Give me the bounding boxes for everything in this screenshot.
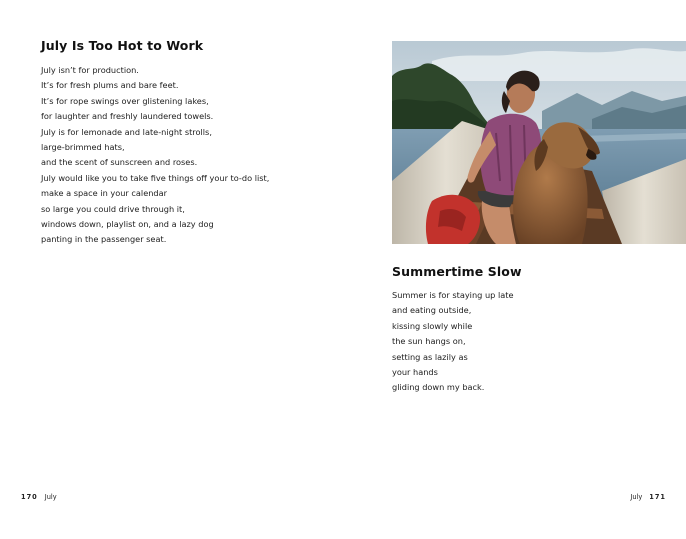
poem-line: July isn’t for production.: [41, 65, 139, 75]
poem-line: the sun hangs on,: [392, 336, 466, 347]
poem-line: kissing slowly while: [392, 320, 473, 331]
poem-line: gliding down my back.: [392, 382, 485, 393]
poem-line: windows down, playlist on, and a lazy dog: [41, 219, 214, 230]
poem-title: July Is Too Hot to Work: [41, 38, 204, 53]
poem-line: make a space in your calendar: [41, 188, 168, 199]
poem-line: and the scent of sunscreen and roses.: [41, 157, 198, 168]
poem-body: [392, 288, 513, 396]
running-section-title: July: [630, 493, 643, 501]
poem-body: [41, 63, 269, 248]
page-footer: [630, 493, 666, 501]
poem-line: so large you could drive through it,: [41, 203, 185, 214]
poem-line: July is for lemonade and late-night strolls,: [41, 126, 212, 137]
poem-line: and eating outside,: [392, 305, 472, 316]
poem-line: your hands: [392, 367, 438, 378]
poem-line: large-brimmed hats,: [41, 142, 125, 153]
page-number: 170: [21, 493, 38, 501]
right-page: [343, 0, 686, 539]
poem-line: setting as lazily as: [392, 351, 468, 362]
poem-line: panting in the passenger seat.: [41, 234, 167, 245]
poem-line: It’s for rope swings over glistening lakes,: [41, 95, 209, 106]
page-footer: [21, 493, 57, 501]
poem-line: Summer is for staying up late: [392, 290, 514, 300]
poem-title: Summertime Slow: [392, 264, 522, 279]
page-number: 171: [649, 493, 666, 501]
poem-line: It’s for fresh plums and bare feet.: [41, 80, 179, 91]
poem-line: July would like you to take five things off your to-do list,: [41, 172, 270, 183]
poem-line: for laughter and freshly laundered towels.: [41, 111, 214, 122]
running-section-title: July: [44, 493, 57, 501]
photo-man-and-dog-on-boat: [392, 41, 686, 244]
